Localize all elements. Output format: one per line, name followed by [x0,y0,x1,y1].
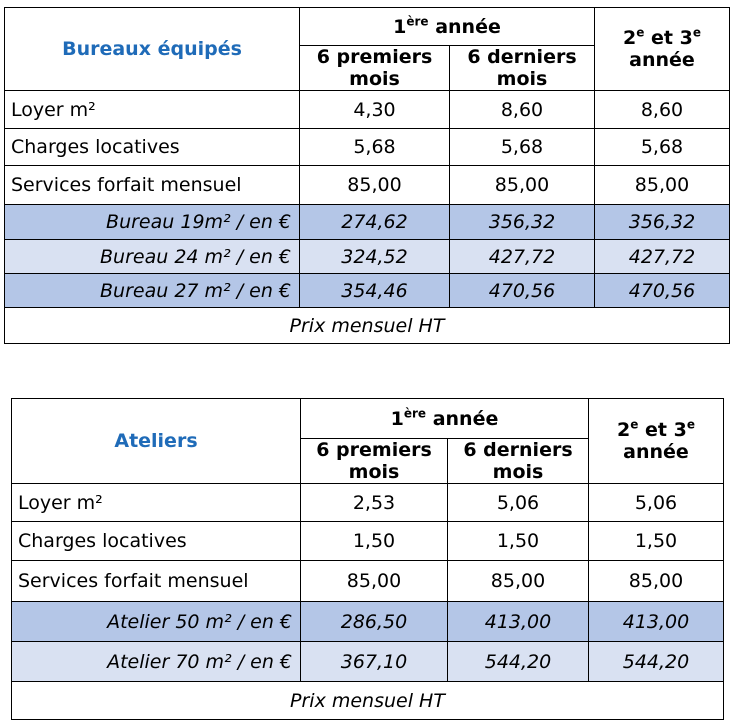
cell-value: 85,00 [448,561,589,602]
table-row [5,166,730,205]
row-label: Charges locatives [12,522,301,561]
row-label: Services forfait mensuel [12,561,301,602]
table-row [5,240,730,274]
table-footer: Prix mensuel HT [5,308,730,344]
row-label: Atelier 70 m² / en € [12,642,301,682]
cell-value: 427,72 [595,240,730,274]
cell-value: 1,50 [589,522,724,561]
cell-value: 544,20 [448,642,589,682]
row-label: Bureau 24 m² / en € [5,240,300,274]
cell-value: 8,60 [450,91,595,129]
cell-value: 85,00 [301,561,448,602]
subheader-last-months: 6 derniers mois [448,439,589,484]
cell-value: 470,56 [595,274,730,308]
cell-value: 5,68 [300,129,450,166]
cell-value: 274,62 [300,205,450,240]
table-row [5,91,730,129]
table-row [5,274,730,308]
cell-value: 356,32 [450,205,595,240]
cell-value: 85,00 [450,166,595,205]
table-footer: Prix mensuel HT [12,682,724,720]
bureaux-table [4,7,730,344]
cell-value: 8,60 [595,91,730,129]
cell-value: 1,50 [301,522,448,561]
table-title: Bureaux équipés [5,8,300,91]
cell-value: 324,52 [300,240,450,274]
row-label: Atelier 50 m² / en € [12,602,301,642]
row-label: Loyer m² [5,91,300,129]
ateliers-table [11,398,724,720]
year-2-3-header: 2e et 3e année [595,8,730,91]
cell-value: 2,53 [301,484,448,522]
row-label: Bureau 27 m² / en € [5,274,300,308]
year-2-3-header: 2e et 3e année [589,399,724,484]
cell-value: 427,72 [450,240,595,274]
year-1-header: 1ère année [301,399,589,439]
table-row [12,484,724,522]
subheader-last-months: 6 derniers mois [450,46,595,91]
subheader-first-months: 6 premiers mois [301,439,448,484]
cell-value: 85,00 [589,561,724,602]
cell-value: 1,50 [448,522,589,561]
subheader-first-months: 6 premiers mois [300,46,450,91]
row-label: Bureau 19m² / en € [5,205,300,240]
table-row [12,602,724,642]
cell-value: 5,06 [589,484,724,522]
cell-value: 470,56 [450,274,595,308]
cell-value: 367,10 [301,642,448,682]
table-row [12,642,724,682]
table-row [5,205,730,240]
cell-value: 85,00 [300,166,450,205]
cell-value: 85,00 [595,166,730,205]
cell-value: 413,00 [448,602,589,642]
row-label: Loyer m² [12,484,301,522]
cell-value: 5,68 [595,129,730,166]
year-1-header: 1ère année [300,8,595,46]
row-label: Services forfait mensuel [5,166,300,205]
table-row [12,522,724,561]
cell-value: 354,46 [300,274,450,308]
cell-value: 413,00 [589,602,724,642]
cell-value: 4,30 [300,91,450,129]
table-row [5,129,730,166]
cell-value: 356,32 [595,205,730,240]
table-title: Ateliers [12,399,301,484]
cell-value: 5,06 [448,484,589,522]
table-row [12,561,724,602]
cell-value: 5,68 [450,129,595,166]
cell-value: 544,20 [589,642,724,682]
row-label: Charges locatives [5,129,300,166]
cell-value: 286,50 [301,602,448,642]
